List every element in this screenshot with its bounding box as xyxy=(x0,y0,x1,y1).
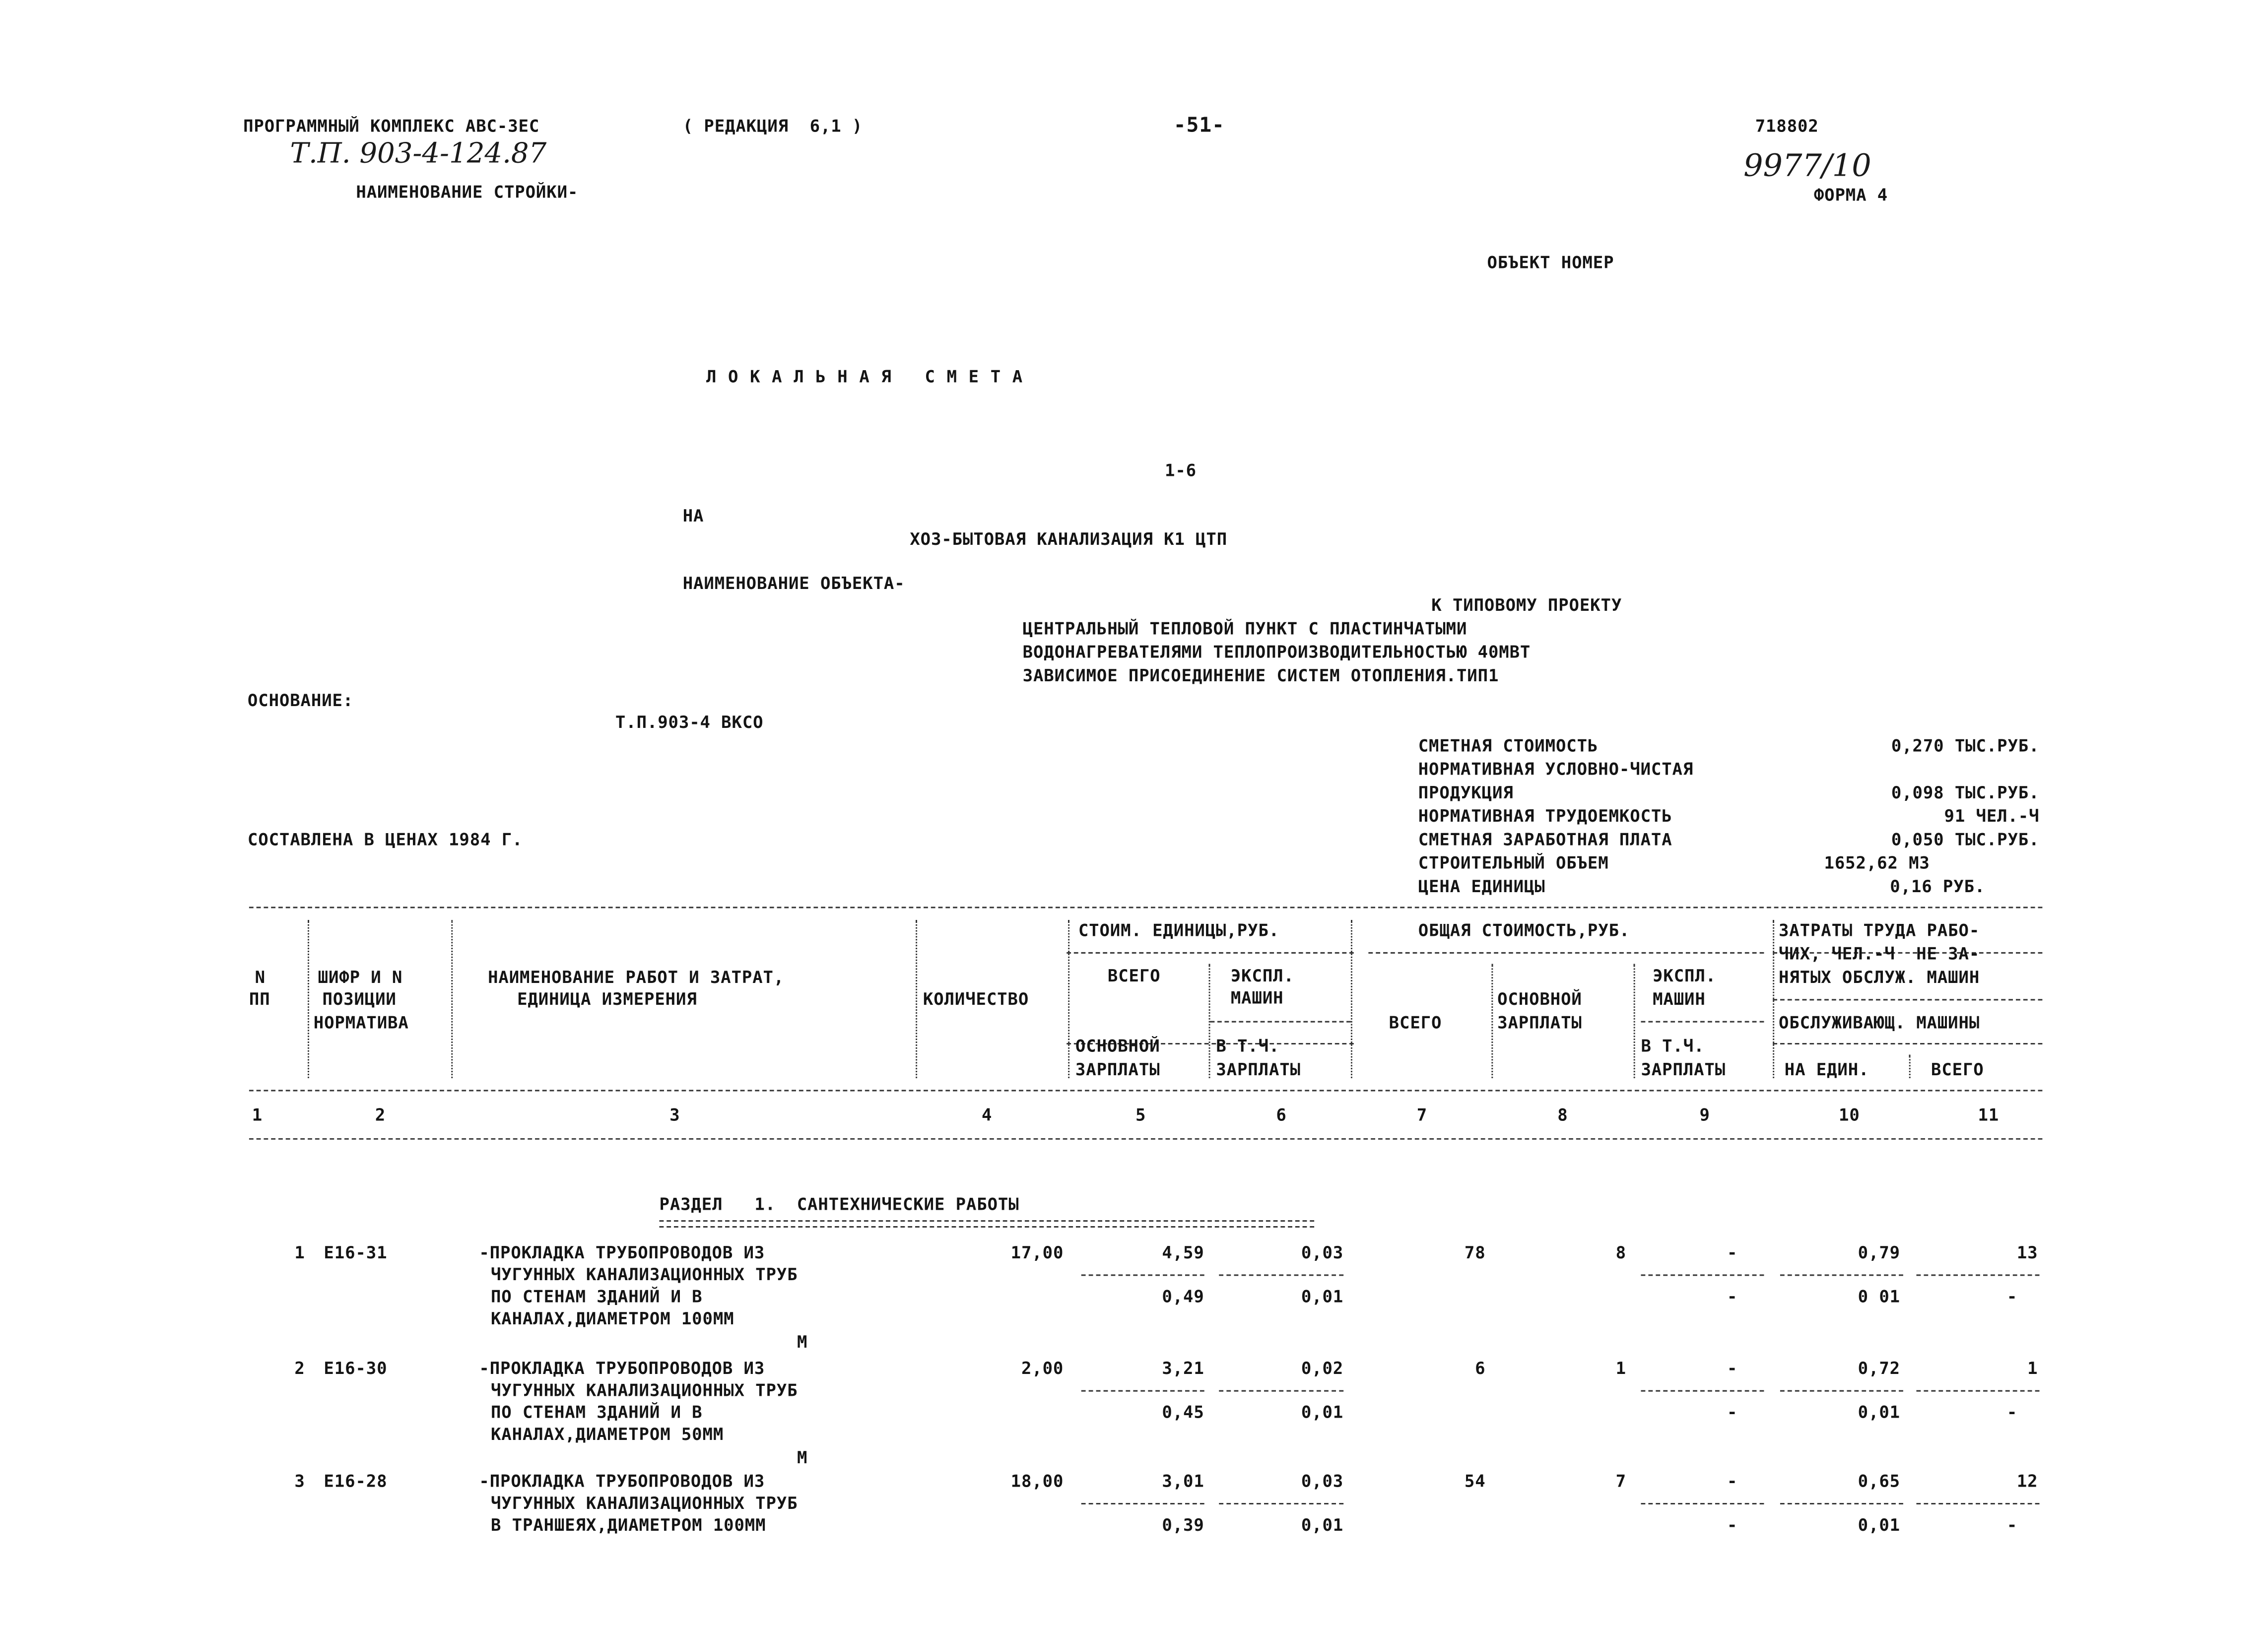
row2-name-2: ЧУГУННЫХ КАНАЛИЗАЦИОННЫХ ТРУБ xyxy=(490,1379,798,1401)
row2-unit-wages: 0,45 xyxy=(1162,1402,1204,1423)
header-col5-osnovnoy: ОСНОВНОЙ xyxy=(1075,1036,1160,1056)
row3-code: Е16-28 xyxy=(324,1471,388,1492)
col-number-3: 3 xyxy=(669,1104,680,1125)
row3-rule-11 xyxy=(1916,1503,2039,1504)
row2-rule-6 xyxy=(1219,1390,1343,1392)
header-code-3: НОРМАТИВА xyxy=(313,1012,409,1033)
program-edition: ( РЕДАКЦИЯ 6,1 ) xyxy=(682,116,863,136)
col-number-4: 4 xyxy=(981,1104,993,1125)
row2-unit-machine-wages: 0,01 xyxy=(1301,1402,1344,1423)
row3-total-machine-wages: - xyxy=(1727,1514,1738,1535)
program-name: ПРОГРАММНЫЙ КОМПЛЕКС АВС-3ЕС xyxy=(243,116,540,136)
col-number-8: 8 xyxy=(1557,1104,1568,1125)
object-line-1: К ТИПОВОМУ ПРОЕКТУ xyxy=(1431,594,1622,615)
row2-total-machine-wages: - xyxy=(1727,1402,1738,1423)
header-col9-mashin: МАШИН xyxy=(1653,988,1706,1010)
rule-under-unit-cost xyxy=(1067,952,1354,954)
header-name-2: ЕДИНИЦА ИЗМЕРЕНИЯ xyxy=(517,988,697,1010)
col-sep-1 xyxy=(308,920,309,1078)
row2-total-machines: - xyxy=(1727,1358,1738,1379)
header-col9-zarplaty: ЗАРПЛАТЫ xyxy=(1641,1059,1726,1080)
col-number-9: 9 xyxy=(1699,1104,1710,1125)
header-unit-cost: СТОИМ. ЕДИНИЦЫ,РУБ. xyxy=(1078,919,1280,941)
estimate-number: 1-6 xyxy=(1164,459,1197,481)
row1-unit: М xyxy=(797,1331,808,1352)
row2-labor-per-unit: 0,72 xyxy=(1858,1358,1901,1379)
row3-total-machines: - xyxy=(1727,1471,1738,1492)
row1-number: 1 xyxy=(294,1242,305,1263)
header-pp: ПП xyxy=(249,988,270,1010)
row3-rule-6 xyxy=(1219,1503,1343,1504)
table-rule-top xyxy=(249,907,2042,908)
row1-unit-machine-wages: 0,01 xyxy=(1301,1286,1344,1307)
row2-rule-5 xyxy=(1081,1390,1204,1392)
object-line-3: ВОДОНАГРЕВАТЕЛЯМИ ТЕПЛОПРОИЗВОДИТЕЛЬНОСТЬЮ 40МВТ xyxy=(1022,642,1531,662)
col-number-7: 7 xyxy=(1416,1104,1428,1125)
row2-machine-labor-per-unit: 0,01 xyxy=(1858,1402,1901,1423)
row2-unit: М xyxy=(797,1447,808,1468)
row3-name-3: В ТРАНШЕЯХ,ДИАМЕТРОМ 100ММ xyxy=(490,1514,766,1535)
col-number-5: 5 xyxy=(1135,1104,1146,1125)
header-quantity: КОЛИЧЕСТВО xyxy=(923,988,1029,1010)
summary-label-products: ПРОДУКЦИЯ xyxy=(1418,782,1514,803)
row1-unit-cost-total: 4,59 xyxy=(1162,1242,1204,1263)
rule-labor-lower xyxy=(1773,1043,2042,1044)
row2-name-4: КАНАЛАХ,ДИАМЕТРОМ 50ММ xyxy=(490,1424,724,1444)
estimate-subject: ХОЗ-БЫТОВАЯ КАНАЛИЗАЦИЯ К1 ЦТП xyxy=(910,528,1228,550)
col-number-1: 1 xyxy=(252,1104,263,1125)
row3-name-1: -ПРОКЛАДКА ТРУБОПРОВОДОВ ИЗ xyxy=(479,1471,765,1492)
rule-under-total-cost xyxy=(1368,952,1764,954)
row3-rule-10 xyxy=(1780,1503,1903,1504)
row1-machine-labor-total: - xyxy=(2006,1286,2018,1307)
header-code-2: ПОЗИЦИИ xyxy=(322,988,397,1010)
summary-value-wages: 0,050 ТЫС.РУБ. xyxy=(1891,829,2040,850)
header-labor-2: ЧИХ, ЧЕЛ.-Ч НЕ ЗА- xyxy=(1778,943,1980,964)
header-col5-vsego: ВСЕГО xyxy=(1107,965,1161,986)
row3-machine-labor-total: - xyxy=(2006,1514,2018,1535)
col-number-11: 11 xyxy=(1978,1104,2000,1125)
row2-rule-11 xyxy=(1916,1390,2039,1392)
header-n: N xyxy=(255,967,266,987)
row3-unit-cost-machines: 0,03 xyxy=(1301,1471,1344,1492)
handwritten-project-code: Т.П. 903-4-124.87 xyxy=(290,137,547,170)
row2-labor-total: 1 xyxy=(2027,1358,2038,1379)
summary-value-estimated-cost: 0,270 ТЫС.РУБ. xyxy=(1891,735,2040,756)
header-col9-expl: ЭКСПЛ. xyxy=(1653,965,1717,986)
row1-total-machine-wages: - xyxy=(1727,1286,1738,1307)
header-col6-v-t-ch: В Т.Ч. xyxy=(1216,1036,1280,1056)
table-rule-numbers-bottom xyxy=(249,1138,2042,1140)
row3-total: 54 xyxy=(1464,1471,1486,1492)
row1-rule-5 xyxy=(1081,1274,1204,1276)
row3-rule-5 xyxy=(1081,1503,1204,1504)
basis-label: ОСНОВАНИЕ: xyxy=(247,690,354,711)
row3-total-wages: 7 xyxy=(1615,1471,1626,1492)
col-sep-9 xyxy=(1773,920,1774,1078)
rule-expl-top xyxy=(1210,1021,1351,1023)
row3-rule-9 xyxy=(1641,1503,1764,1504)
row2-machine-labor-total: - xyxy=(2006,1402,2018,1423)
col-sep-3 xyxy=(916,920,917,1078)
row3-labor-total: 12 xyxy=(2016,1471,2038,1492)
header-col8-osnovnoy: ОСНОВНОЙ xyxy=(1497,988,1582,1010)
header-code-1: ШИФР И N xyxy=(318,967,403,987)
row2-code: Е16-30 xyxy=(324,1358,388,1379)
header-total-cost: ОБЩАЯ СТОИМОСТЬ,РУБ. xyxy=(1418,919,1630,941)
object-number-label: ОБЪЕКТ НОМЕР xyxy=(1487,252,1614,273)
row2-total: 6 xyxy=(1475,1358,1486,1379)
summary-value-unit-price: 0,16 РУБ. xyxy=(1890,876,1986,897)
header-labor-3: НЯТЫХ ОБСЛУЖ. МАШИН xyxy=(1778,967,1980,987)
document-code: 718802 xyxy=(1755,116,1819,136)
summary-value-volume: 1652,62 М3 xyxy=(1824,852,1930,873)
table-rule-header-bottom xyxy=(249,1090,2042,1091)
summary-value-products: 0,098 ТЫС.РУБ. xyxy=(1891,782,2040,803)
header-col8-zarplaty: ЗАРПЛАТЫ xyxy=(1497,1012,1582,1033)
summary-value-labor: 91 ЧЕЛ.-Ч xyxy=(1944,805,2040,827)
col-sep-4 xyxy=(1068,920,1069,1078)
row1-rule-11 xyxy=(1916,1274,2039,1276)
estimate-title: ЛОКАЛЬНАЯ СМЕТА xyxy=(706,366,1034,387)
row1-rule-6 xyxy=(1219,1274,1343,1276)
form-label: ФОРМА 4 xyxy=(1813,184,1888,205)
summary-label-unit-price: ЦЕНА ЕДИНИЦЫ xyxy=(1418,876,1545,897)
col-number-6: 6 xyxy=(1276,1104,1287,1125)
row1-name-2: ЧУГУННЫХ КАНАЛИЗАЦИОННЫХ ТРУБ xyxy=(490,1264,798,1285)
summary-label-volume: СТРОИТЕЛЬНЫЙ ОБЪЕМ xyxy=(1418,852,1609,873)
row1-rule-9 xyxy=(1641,1274,1764,1276)
row1-rule-10 xyxy=(1780,1274,1903,1276)
row3-unit-machine-wages: 0,01 xyxy=(1301,1514,1344,1535)
col-number-2: 2 xyxy=(375,1104,386,1125)
construction-name-label: НАИМЕНОВАНИЕ СТРОЙКИ- xyxy=(356,182,579,202)
row1-total-machines: - xyxy=(1727,1242,1738,1263)
row1-labor-per-unit: 0,79 xyxy=(1858,1242,1901,1263)
handwritten-number: 9977/10 xyxy=(1743,148,1871,184)
header-col6-mashin: МАШИН xyxy=(1230,987,1284,1008)
col-sep-2 xyxy=(451,920,453,1078)
summary-label-normative-net: НОРМАТИВНАЯ УСЛОВНО-ЧИСТАЯ xyxy=(1418,759,1694,780)
row2-name-1: -ПРОКЛАДКА ТРУБОПРОВОДОВ ИЗ xyxy=(479,1358,765,1379)
row2-unit-cost-machines: 0,02 xyxy=(1301,1358,1344,1379)
header-col6-zarplaty: ЗАРПЛАТЫ xyxy=(1216,1059,1301,1080)
row1-labor-total: 13 xyxy=(2016,1242,2038,1263)
page-number: -51- xyxy=(1173,114,1225,138)
row1-name-1: -ПРОКЛАДКА ТРУБОПРОВОДОВ ИЗ xyxy=(479,1242,765,1263)
row3-number: 3 xyxy=(294,1471,305,1492)
row2-name-3: ПО СТЕНАМ ЗДАНИЙ И В xyxy=(490,1402,703,1423)
row1-name-3: ПО СТЕНАМ ЗДАНИЙ И В xyxy=(490,1286,703,1307)
header-name-1: НАИМЕНОВАНИЕ РАБОТ И ЗАТРАТ, xyxy=(488,967,785,987)
row1-code: Е16-31 xyxy=(324,1242,388,1263)
row3-unit-wages: 0,39 xyxy=(1162,1514,1204,1535)
header-col10-per-unit: НА ЕДИН. xyxy=(1784,1059,1869,1080)
row2-total-wages: 1 xyxy=(1615,1358,1626,1379)
row1-quantity: 17,00 xyxy=(1010,1242,1064,1263)
object-line-4: ЗАВИСИМОЕ ПРИСОЕДИНЕНИЕ СИСТЕМ ОТОПЛЕНИЯ.ТИП1 xyxy=(1022,665,1499,686)
rule-labor-mid xyxy=(1773,999,2042,1000)
row3-quantity: 18,00 xyxy=(1010,1471,1064,1492)
row3-machine-labor-per-unit: 0,01 xyxy=(1858,1514,1901,1535)
section-underline xyxy=(659,1220,1314,1228)
summary-label-labor: НОРМАТИВНАЯ ТРУДОЕМКОСТЬ xyxy=(1418,805,1672,827)
row2-number: 2 xyxy=(294,1358,305,1379)
row2-unit-cost-total: 3,21 xyxy=(1162,1358,1204,1379)
header-labor-1: ЗАТРАТЫ ТРУДА РАБО- xyxy=(1778,919,1980,941)
col-sep-8 xyxy=(1634,964,1635,1078)
row2-rule-9 xyxy=(1641,1390,1764,1392)
summary-label-wages: СМЕТНАЯ ЗАРАБОТНАЯ ПЛАТА xyxy=(1418,829,1672,850)
object-name-label: НАИМЕНОВАНИЕ ОБЪЕКТА- xyxy=(682,573,905,593)
header-col11-vsego: ВСЕГО xyxy=(1931,1059,1984,1080)
row2-rule-10 xyxy=(1780,1390,1903,1392)
section-title: РАЗДЕЛ 1. САНТЕХНИЧЕСКИЕ РАБОТЫ xyxy=(659,1194,1019,1215)
header-col5-zarplaty: ЗАРПЛАТЫ xyxy=(1075,1059,1160,1080)
row3-unit-cost-total: 3,01 xyxy=(1162,1471,1204,1492)
estimate-on-label: НА xyxy=(682,505,704,526)
row1-name-4: КАНАЛАХ,ДИАМЕТРОМ 100ММ xyxy=(490,1308,734,1329)
row1-unit-wages: 0,49 xyxy=(1162,1286,1204,1307)
price-level: СОСТАВЛЕНА В ЦЕНАХ 1984 Г. xyxy=(247,829,523,850)
header-labor-4: ОБСЛУЖИВАЮЩ. МАШИНЫ xyxy=(1778,1012,1980,1033)
object-line-2: ЦЕНТРАЛЬНЫЙ ТЕПЛОВОЙ ПУНКТ С ПЛАСТИНЧАТЫМИ xyxy=(1022,618,1468,639)
row2-quantity: 2,00 xyxy=(1021,1358,1064,1379)
col-number-10: 10 xyxy=(1839,1104,1860,1125)
row3-labor-per-unit: 0,65 xyxy=(1858,1471,1901,1492)
row1-total: 78 xyxy=(1464,1242,1486,1263)
basis-value: Т.П.903-4 ВКСО xyxy=(615,712,764,733)
header-col7-vsego: ВСЕГО xyxy=(1389,1012,1442,1033)
header-col6-expl: ЭКСПЛ. xyxy=(1230,965,1294,986)
col-sep-7 xyxy=(1491,964,1493,1078)
row1-unit-cost-machines: 0,03 xyxy=(1301,1242,1344,1263)
rule-expl-total xyxy=(1641,1021,1764,1023)
header-col9-v-t-ch: В Т.Ч. xyxy=(1641,1036,1705,1056)
row1-total-wages: 8 xyxy=(1615,1242,1626,1263)
row1-machine-labor-per-unit: 0 01 xyxy=(1858,1286,1901,1307)
col-sep-5 xyxy=(1209,964,1210,1078)
summary-label-estimated-cost: СМЕТНАЯ СТОИМОСТЬ xyxy=(1418,735,1599,756)
col-sep-6 xyxy=(1351,920,1352,1078)
col-sep-10 xyxy=(1909,1055,1911,1078)
row3-name-2: ЧУГУННЫХ КАНАЛИЗАЦИОННЫХ ТРУБ xyxy=(490,1493,798,1513)
